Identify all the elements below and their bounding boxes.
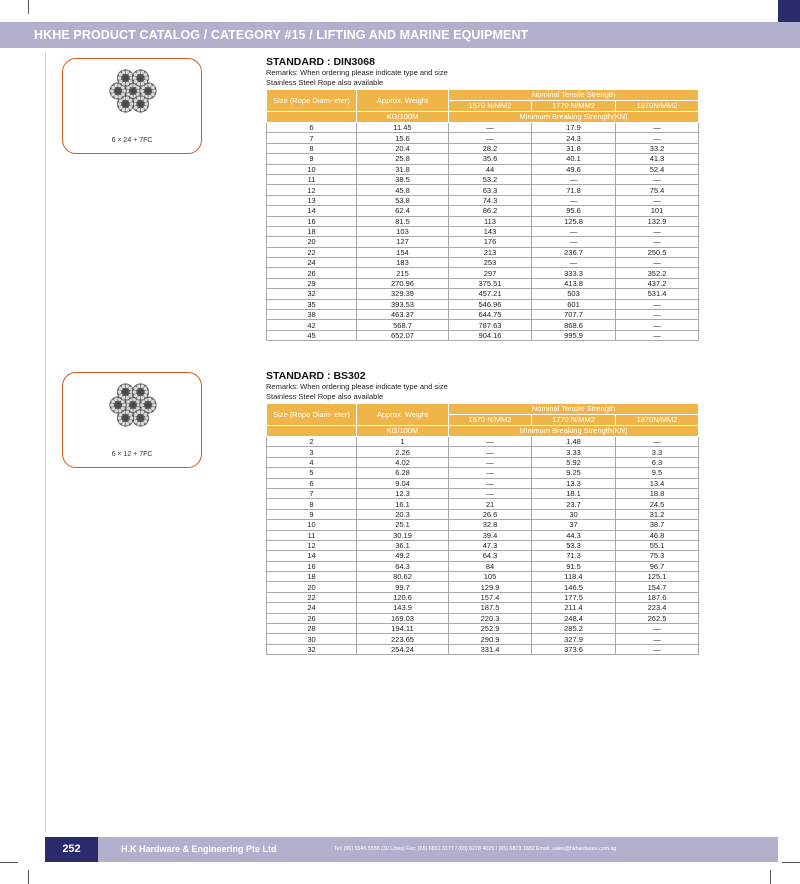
cell-1870: — xyxy=(616,123,699,133)
cell-1570: 26.6 xyxy=(449,509,532,519)
table-row xyxy=(267,624,699,634)
cell-1870: — xyxy=(616,237,699,247)
table-row xyxy=(267,499,699,509)
table-row xyxy=(267,195,699,205)
cell-1770: 49.6 xyxy=(532,164,616,174)
col-header-1770: 1770 N/MM2 xyxy=(532,415,616,426)
cell-weight: 20.4 xyxy=(357,143,449,153)
rope-illustration-din3068 xyxy=(62,58,202,154)
left-margin-rule xyxy=(45,52,46,832)
cell-1570: — xyxy=(449,468,532,478)
cell-size: 7 xyxy=(267,133,357,143)
cell-1770: 40.1 xyxy=(532,154,616,164)
cell-weight: 53.8 xyxy=(357,195,449,205)
table-row xyxy=(267,561,699,571)
cell-1870: — xyxy=(616,226,699,236)
cell-1770: 601 xyxy=(532,299,616,309)
cell-1870: 75.4 xyxy=(616,185,699,195)
cell-1770: 503 xyxy=(532,289,616,299)
cell-size: 9 xyxy=(267,509,357,519)
table-row xyxy=(267,509,699,519)
cell-1870: 38.7 xyxy=(616,520,699,530)
cell-weight: 2.26 xyxy=(357,447,449,457)
cell-weight: 64.3 xyxy=(357,561,449,571)
cell-1570: 157.4 xyxy=(449,592,532,602)
table-row xyxy=(267,592,699,602)
col-header-1570: 1570 N/MM2 xyxy=(449,415,532,426)
cell-weight: 154 xyxy=(357,247,449,257)
cell-1570: 213 xyxy=(449,247,532,257)
spec-table-din3068 xyxy=(266,89,699,341)
cell-weight: 254.24 xyxy=(357,644,449,654)
cell-size: 10 xyxy=(267,164,357,174)
cell-size: 8 xyxy=(267,143,357,153)
col-header-min-breaking: Minimum Breaking Strength(KN) xyxy=(449,426,699,437)
cell-size: 20 xyxy=(267,582,357,592)
table-row xyxy=(267,247,699,257)
table-row xyxy=(267,540,699,550)
cell-size: 5 xyxy=(267,468,357,478)
cell-1870: 52.4 xyxy=(616,164,699,174)
col-header-size: Size (Rope Diam- eter) xyxy=(267,404,357,426)
table-row xyxy=(267,310,699,320)
cell-1570: 252.9 xyxy=(449,624,532,634)
cell-1870: 531.4 xyxy=(616,289,699,299)
cell-weight: 80.62 xyxy=(357,572,449,582)
page-header-title: HKHE PRODUCT CATALOG / CATEGORY #15 / LIFTING AND MARINE EQUIPMENT xyxy=(34,28,529,42)
cell-size: 45 xyxy=(267,330,357,340)
cell-size: 22 xyxy=(267,592,357,602)
standard-title: STANDARD : BS302 xyxy=(266,370,366,382)
cell-1570: 457.21 xyxy=(449,289,532,299)
cell-weight: 6.28 xyxy=(357,468,449,478)
cell-1770: 5.92 xyxy=(532,457,616,467)
cell-1770: 24.3 xyxy=(532,133,616,143)
table-row xyxy=(267,299,699,309)
table-row xyxy=(267,437,699,447)
remark-ordering: Remarks: When ordering please indicate type and size xyxy=(266,382,448,391)
table-row xyxy=(267,520,699,530)
cell-1770: 31.8 xyxy=(532,143,616,153)
cell-weight: 120.6 xyxy=(357,592,449,602)
cell-1870: 125.1 xyxy=(616,572,699,582)
cell-1870: — xyxy=(616,624,699,634)
cell-1870: 31.2 xyxy=(616,509,699,519)
cell-1570: 105 xyxy=(449,572,532,582)
cell-1570: — xyxy=(449,133,532,143)
cell-size: 16 xyxy=(267,216,357,226)
cell-size: 24 xyxy=(267,603,357,613)
cell-1770: 95.6 xyxy=(532,206,616,216)
table-row xyxy=(267,206,699,216)
col-header-1870: 1870N/MM2 xyxy=(616,415,699,426)
cell-1870: 41.3 xyxy=(616,154,699,164)
cell-1570: 86.2 xyxy=(449,206,532,216)
outer-strand xyxy=(117,383,134,400)
cell-1570: 143 xyxy=(449,226,532,236)
col-header-1870: 1870N/MM2 xyxy=(616,101,699,112)
outer-strand xyxy=(117,69,134,86)
cell-size: 8 xyxy=(267,499,357,509)
cell-1770: 373.6 xyxy=(532,644,616,654)
cell-1870: 75.3 xyxy=(616,551,699,561)
cell-size: 18 xyxy=(267,572,357,582)
cell-1870: — xyxy=(616,320,699,330)
table-row xyxy=(267,644,699,654)
remark-stainless: Stainless Steel Rope also available xyxy=(266,78,384,87)
cell-1570: 21 xyxy=(449,499,532,509)
table-row xyxy=(267,613,699,623)
cell-1570: 220.3 xyxy=(449,613,532,623)
cell-1770: 236.7 xyxy=(532,247,616,257)
cell-1770: 118.4 xyxy=(532,572,616,582)
cell-weight: 169.03 xyxy=(357,613,449,623)
cell-size: 4 xyxy=(267,457,357,467)
wire-rope-cross-section-icon xyxy=(107,65,159,117)
cell-weight: 99.7 xyxy=(357,582,449,592)
cell-1570: — xyxy=(449,437,532,447)
cell-1870: — xyxy=(616,330,699,340)
cell-weight: 25.1 xyxy=(357,520,449,530)
cell-1770: 44.3 xyxy=(532,530,616,540)
outer-strand xyxy=(132,69,149,86)
rope-construction-caption: 6 × 12 + 7FC xyxy=(111,451,153,458)
cell-size: 2 xyxy=(267,437,357,447)
cell-size: 32 xyxy=(267,644,357,654)
table-row xyxy=(267,216,699,226)
cell-weight: 393.53 xyxy=(357,299,449,309)
cell-1770: 868.6 xyxy=(532,320,616,330)
cell-size: 20 xyxy=(267,237,357,247)
footer-company-name: H.K Hardware & Engineering Pte Ltd xyxy=(121,844,277,854)
cell-weight: 49.2 xyxy=(357,551,449,561)
cell-weight: 4.02 xyxy=(357,457,449,467)
spec-table-bs302 xyxy=(266,403,699,655)
cell-1770: — xyxy=(532,237,616,247)
table-row xyxy=(267,268,699,278)
cell-1570: 187.5 xyxy=(449,603,532,613)
cell-weight: 1 xyxy=(357,437,449,447)
cell-1870: — xyxy=(616,634,699,644)
cell-weight: 15.6 xyxy=(357,133,449,143)
cell-1870: 437.2 xyxy=(616,278,699,288)
cell-1770: 17.9 xyxy=(532,123,616,133)
cell-1570: 64.3 xyxy=(449,551,532,561)
cell-weight: 30.19 xyxy=(357,530,449,540)
section-bs302 xyxy=(266,370,698,655)
table-row xyxy=(267,174,699,184)
remark-stainless: Stainless Steel Rope also available xyxy=(266,392,384,401)
rope-construction-caption: 6 × 24 + 7FC xyxy=(111,137,153,144)
col-header-blank xyxy=(267,426,357,437)
outer-strand xyxy=(132,95,149,112)
cell-size: 7 xyxy=(267,488,357,498)
rope-illustration-bs302 xyxy=(62,372,202,468)
cell-size: 10 xyxy=(267,520,357,530)
cell-1870: 352.2 xyxy=(616,268,699,278)
table-row xyxy=(267,457,699,467)
standard-title: STANDARD : DIN3068 xyxy=(266,56,375,68)
cell-1570: 32.8 xyxy=(449,520,532,530)
cell-1570: 375.51 xyxy=(449,278,532,288)
table-row xyxy=(267,488,699,498)
table-row xyxy=(267,447,699,457)
cell-size: 6 xyxy=(267,123,357,133)
cell-1870: — xyxy=(616,133,699,143)
cell-1570: 84 xyxy=(449,561,532,571)
cell-weight: 143.9 xyxy=(357,603,449,613)
cell-1870: 13.4 xyxy=(616,478,699,488)
cell-1570: 546.96 xyxy=(449,299,532,309)
cell-weight: 12.3 xyxy=(357,488,449,498)
cell-weight: 38.5 xyxy=(357,174,449,184)
cell-weight: 127 xyxy=(357,237,449,247)
cell-1870: 96.7 xyxy=(616,561,699,571)
cell-size: 24 xyxy=(267,258,357,268)
table-row xyxy=(267,154,699,164)
cell-size: 14 xyxy=(267,206,357,216)
section-din3068 xyxy=(266,56,698,341)
cell-size: 14 xyxy=(267,551,357,561)
footer-contact-info: Tel: (65) 6545 5555 (30 Lines) Fax: (65) 6861 3177 / (65) 6278 4025 / (65) 6873 1682 Email: sales@hkhardware.com.sg xyxy=(334,846,617,852)
cell-size: 3 xyxy=(267,447,357,457)
cell-1870: 33.2 xyxy=(616,143,699,153)
col-header-unit: KG/100M xyxy=(357,112,449,123)
col-header-nominal-strength: Nominal Tensile Strength xyxy=(449,90,699,101)
table-row xyxy=(267,289,699,299)
cell-1570: 35.6 xyxy=(449,154,532,164)
cell-weight: 103 xyxy=(357,226,449,236)
cell-1770: 248.4 xyxy=(532,613,616,623)
cell-1770: — xyxy=(532,258,616,268)
cell-1770: 211.4 xyxy=(532,603,616,613)
cell-1770: 91.5 xyxy=(532,561,616,571)
cell-1870: — xyxy=(616,195,699,205)
page-number: 252 xyxy=(45,837,98,862)
cell-1770: 71.8 xyxy=(532,185,616,195)
cell-size: 26 xyxy=(267,268,357,278)
cell-1870: 101 xyxy=(616,206,699,216)
cell-1570: 47.3 xyxy=(449,540,532,550)
cell-1770: 177.5 xyxy=(532,592,616,602)
cell-1870: 223.4 xyxy=(616,603,699,613)
cell-weight: 215 xyxy=(357,268,449,278)
table-row xyxy=(267,133,699,143)
table-row xyxy=(267,572,699,582)
table-row xyxy=(267,330,699,340)
cell-1870: 3.3 xyxy=(616,447,699,457)
table-row xyxy=(267,185,699,195)
cell-size: 9 xyxy=(267,154,357,164)
cell-size: 29 xyxy=(267,278,357,288)
cell-1770: 146.5 xyxy=(532,582,616,592)
cell-1770: — xyxy=(532,195,616,205)
table-row xyxy=(267,123,699,133)
table-row xyxy=(267,530,699,540)
cell-weight: 45.8 xyxy=(357,185,449,195)
table-row xyxy=(267,320,699,330)
cell-1570: — xyxy=(449,478,532,488)
col-header-nominal-strength: Nominal Tensile Strength xyxy=(449,404,699,415)
cell-1570: — xyxy=(449,123,532,133)
col-header-1570: 1570 N/MM2 xyxy=(449,101,532,112)
outer-strand xyxy=(132,409,149,426)
cell-1570: 253 xyxy=(449,258,532,268)
table-row xyxy=(267,551,699,561)
outer-strand xyxy=(132,383,149,400)
cell-1570: 176 xyxy=(449,237,532,247)
cell-size: 28 xyxy=(267,624,357,634)
cell-1570: 39.4 xyxy=(449,530,532,540)
cell-size: 26 xyxy=(267,613,357,623)
cell-1770: 13.3 xyxy=(532,478,616,488)
cell-weight: 16.1 xyxy=(357,499,449,509)
cell-1870: 46.8 xyxy=(616,530,699,540)
cell-size: 42 xyxy=(267,320,357,330)
cell-1570: 904.16 xyxy=(449,330,532,340)
table-row xyxy=(267,603,699,613)
cell-size: 32 xyxy=(267,289,357,299)
cell-1770: — xyxy=(532,174,616,184)
cell-weight: 25.8 xyxy=(357,154,449,164)
wire-rope-cross-section-icon xyxy=(107,379,159,431)
cell-1570: 331.4 xyxy=(449,644,532,654)
table-row xyxy=(267,582,699,592)
cell-1570: 74.3 xyxy=(449,195,532,205)
cell-1570: 63.3 xyxy=(449,185,532,195)
cell-weight: 62.4 xyxy=(357,206,449,216)
cell-1870: — xyxy=(616,174,699,184)
cell-weight: 652.07 xyxy=(357,330,449,340)
table-row xyxy=(267,468,699,478)
cell-1870: — xyxy=(616,310,699,320)
cell-1870: — xyxy=(616,644,699,654)
cell-1870: 250.5 xyxy=(616,247,699,257)
cell-weight: 20.3 xyxy=(357,509,449,519)
col-header-weight: Approx. Weight xyxy=(357,90,449,112)
cell-size: 6 xyxy=(267,478,357,488)
cell-1770: 285.2 xyxy=(532,624,616,634)
table-row xyxy=(267,237,699,247)
cell-1770: 707.7 xyxy=(532,310,616,320)
cell-1870: 132.9 xyxy=(616,216,699,226)
cell-1870: 6.3 xyxy=(616,457,699,467)
cell-weight: 568.7 xyxy=(357,320,449,330)
cell-weight: 194.11 xyxy=(357,624,449,634)
cell-weight: 31.8 xyxy=(357,164,449,174)
cell-1570: 129.9 xyxy=(449,582,532,592)
cell-1770: 37 xyxy=(532,520,616,530)
cell-1570: 297 xyxy=(449,268,532,278)
cell-size: 12 xyxy=(267,540,357,550)
cell-size: 16 xyxy=(267,561,357,571)
remark-ordering: Remarks: When ordering please indicate type and size xyxy=(266,68,448,77)
cell-1770: 53.3 xyxy=(532,540,616,550)
cell-1870: 154.7 xyxy=(616,582,699,592)
cell-1870: — xyxy=(616,437,699,447)
table-row xyxy=(267,278,699,288)
cell-weight: 81.5 xyxy=(357,216,449,226)
cell-size: 18 xyxy=(267,226,357,236)
cell-1570: 113 xyxy=(449,216,532,226)
cell-1770: 1.48 xyxy=(532,437,616,447)
cell-1770: 18.1 xyxy=(532,488,616,498)
table-row xyxy=(267,634,699,644)
cell-1570: 44 xyxy=(449,164,532,174)
cell-1570: — xyxy=(449,457,532,467)
table-row xyxy=(267,143,699,153)
cell-weight: 463.37 xyxy=(357,310,449,320)
col-header-weight: Approx. Weight xyxy=(357,404,449,426)
cell-weight: 9.04 xyxy=(357,478,449,488)
cell-1870: 18.8 xyxy=(616,488,699,498)
cell-1570: 644.75 xyxy=(449,310,532,320)
cell-size: 11 xyxy=(267,530,357,540)
table-row xyxy=(267,226,699,236)
cell-1770: 413.8 xyxy=(532,278,616,288)
cell-size: 11 xyxy=(267,174,357,184)
cell-size: 38 xyxy=(267,310,357,320)
cell-weight: 183 xyxy=(357,258,449,268)
cell-1770: 995.9 xyxy=(532,330,616,340)
side-tab xyxy=(778,0,800,22)
cell-weight: 11.45 xyxy=(357,123,449,133)
cell-1770: 327.9 xyxy=(532,634,616,644)
cell-weight: 223.65 xyxy=(357,634,449,644)
table-row xyxy=(267,258,699,268)
cell-1870: 24.5 xyxy=(616,499,699,509)
cell-1870: — xyxy=(616,299,699,309)
col-header-size: Size (Rope Diam- eter) xyxy=(267,90,357,112)
cell-1770: 30 xyxy=(532,509,616,519)
cell-1570: 787.63 xyxy=(449,320,532,330)
cell-weight: 329.39 xyxy=(357,289,449,299)
cell-weight: 270.96 xyxy=(357,278,449,288)
cell-size: 12 xyxy=(267,185,357,195)
cell-weight: 36.1 xyxy=(357,540,449,550)
cell-1770: — xyxy=(532,226,616,236)
cell-1570: — xyxy=(449,447,532,457)
cell-1770: 125.8 xyxy=(532,216,616,226)
table-row xyxy=(267,164,699,174)
col-header-blank xyxy=(267,112,357,123)
cell-1870: 9.5 xyxy=(616,468,699,478)
col-header-1770: 1770 N/MM2 xyxy=(532,101,616,112)
cell-size: 35 xyxy=(267,299,357,309)
cell-size: 30 xyxy=(267,634,357,644)
cell-1770: 9.25 xyxy=(532,468,616,478)
cell-size: 22 xyxy=(267,247,357,257)
cell-1870: 262.5 xyxy=(616,613,699,623)
col-header-unit: KG/100M xyxy=(357,426,449,437)
cell-1870: 187.6 xyxy=(616,592,699,602)
cell-1770: 71.3 xyxy=(532,551,616,561)
cell-1770: 3.33 xyxy=(532,447,616,457)
cell-1770: 333.3 xyxy=(532,268,616,278)
cell-1870: — xyxy=(616,258,699,268)
cell-1570: 53.2 xyxy=(449,174,532,184)
cell-1570: 28.2 xyxy=(449,143,532,153)
table-row xyxy=(267,478,699,488)
col-header-min-breaking: Minimum Breaking Strength(KN) xyxy=(449,112,699,123)
cell-1570: — xyxy=(449,488,532,498)
cell-1870: 55.1 xyxy=(616,540,699,550)
cell-1770: 23.7 xyxy=(532,499,616,509)
cell-size: 13 xyxy=(267,195,357,205)
cell-1570: 290.9 xyxy=(449,634,532,644)
